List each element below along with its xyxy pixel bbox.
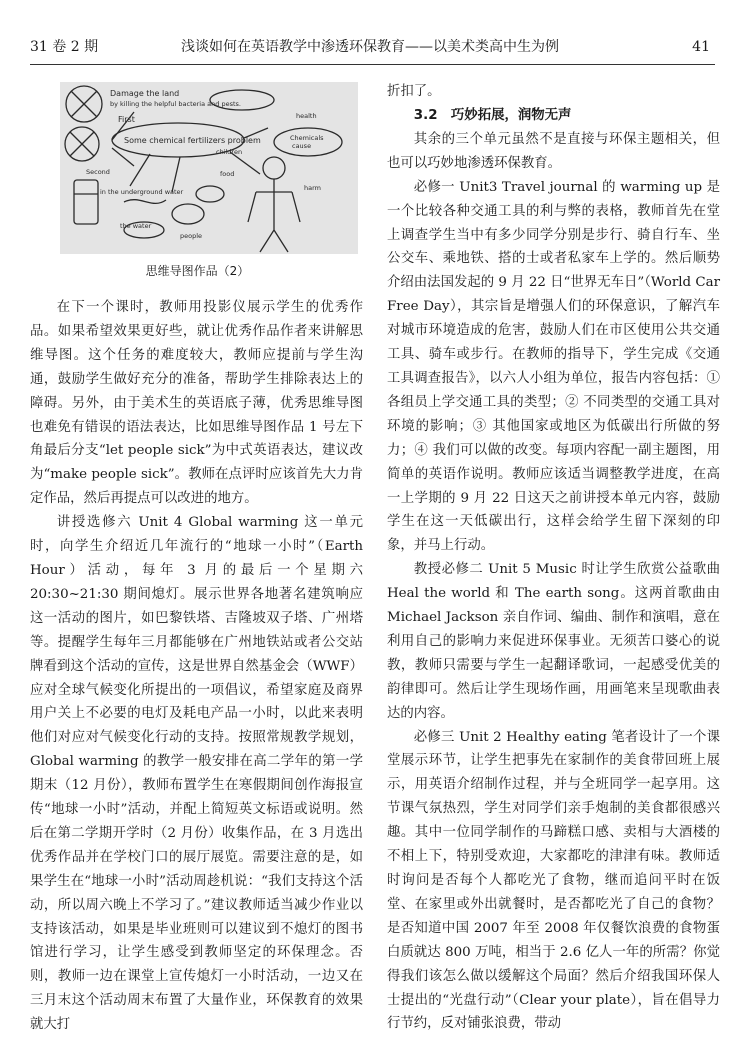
- label-health: health: [296, 112, 317, 120]
- label-second: Second: [86, 168, 110, 176]
- left-column: [30, 296, 363, 1037]
- glass-icon: [74, 180, 98, 224]
- running-header: [30, 36, 710, 58]
- continued-text: 折扣了。: [387, 84, 441, 99]
- journal-volume: 31 卷 2 期: [30, 39, 99, 55]
- right-column: [387, 80, 720, 1036]
- label-damage: Damage the land: [110, 89, 180, 98]
- label-underground: in the underground water: [100, 188, 184, 196]
- label-food: food: [220, 170, 235, 178]
- body-paragraph: 必修一 Unit3 Travel journal 的 warming up 是一个比较各种交通工具的利与弊的表格，教师首先在堂上调查学生当中有多少同学分别是步行、骑自行车、坐公交车、乘地铁、搭的士或者私家车上学的。然后顺势介绍由法国发起的 9 月 22 日“世界无车日”（World Car Free Day），其宗旨是增强人们的环保意识，了解汽车对城市环境造成的危害，鼓励人们在市区使用公共交通工具、骑车或步行。在教师的指导下，学生完成《交通工具调查报告》，以六人小组为单位，报告内容包括：① 各组员上学交通工具的类型；② 不同类型的交通工具对环境的影响；③ 其他国家或地区为低碳出行所做的努力；④ 我们可以做的改变。每项内容配一副主题图，用简单的英语作说明。教师应该适当调整教学进度，在高一上学期的 9 月 22 日这天之前讲授本单元内容，鼓励学生在这一天低碳出行，这样会给学生留下深刻的印象，并马上行动。: [387, 179, 720, 554]
- page-number: 41: [692, 39, 710, 55]
- label-chemicals: Chemicals: [290, 134, 324, 142]
- human-figure-icon: [263, 157, 285, 179]
- body-paragraph: 教授必修二 Unit 5 Music 时让学生欣赏公益歌曲 Heal the world 和 The earth song。这两首歌曲由 Michael Jackson 亲自作词、编曲、制作和演唱，意在利用自己的影响力来促进环保事业。无须苦口婆心的说教，教师只需要与学生一起翻译歌词，一起感受优美的韵律即可。然后让学生现场作画，用画笔来呈现歌曲表达的内容。: [387, 562, 720, 721]
- body-paragraph: 在下一个课时，教师用投影仪展示学生的优秀作品。如果希望效果更好些，就让优秀作品作者来讲解思维导图。这个任务的难度较大，教师应提前与学生沟通，鼓励学生做好充分的准备，帮助学生排除表达上的障碍。另外，由于美术生的英语底子薄，优秀思维导图也难免有错误的语法表达，比如思维导图作品 1 号左下角最后分支“let people sick”为中式英语表达，建议改为“make people sick”。教师在点评时应该首先大力肯定作品，然后再提点可以改进的地方。: [30, 300, 363, 507]
- section-heading: 3.2 巧妙拓展，润物无声: [413, 107, 572, 123]
- body-paragraph: 讲授选修六 Unit 4 Global warming 这一单元时，向学生介绍近几年流行的“地球一小时”（Earth Hour）活动，每年 3 月的最后一个星期六 20:30~21:30 期间熄灯。展示世界各地著名建筑响应这一活动的图片，如巴黎铁塔、吉隆坡双子塔、广州塔等。提醒学生每年三月都能够在广州地铁站或者公交站牌看到这个活动的宣传，这是世界自然基金会（WWF）应对全球气候变化所提出的一项倡议，希望家庭及商界用户关上不必要的电灯及耗电产品一小时，以此来表明他们对应对气候变化行动的支持。按照常规教学规划，Global warming 的教学一般安排在高二学年的第一学期末（12 月份），教师布置学生在寒假期间创作海报宣传“地球一小时”活动，并配上简短英文标语或说明。然后在第二学期开学时（2 月份）收集作品，在 3 月选出优秀作品并在学校门口的展厅展览。需要注意的是，如果学生在“地球一小时”活动周趁机说：“我们支持这个活动，所以周六晚上不学习了。”建议教师适当减少作业以支持该活动，如果是毕业班则可以建议到不熄灯的图书馆进行学习，让学生感受到教师坚定的环保理念。否则，教师一边在课堂上宣传熄灯一小时活动，一边又在三月末这个活动周末布置了大量作业，环保教育的效果就大打: [30, 515, 363, 1033]
- label-cause: cause: [292, 142, 312, 150]
- header-rule: [30, 64, 715, 65]
- label-dirty: the water: [120, 222, 152, 230]
- label-first: First: [118, 115, 135, 124]
- body-paragraph: 其余的三个单元虽然不是直接与环保主题相关，但也可以巧妙地渗透环保教育。: [387, 131, 720, 171]
- label-damage-sub: by killing the helpful bacteria and pests.: [110, 100, 241, 108]
- label-center: Some chemical fertilizers problem: [124, 136, 261, 145]
- body-paragraph: 必修三 Unit 2 Healthy eating 笔者设计了一个课堂展示环节，让学生把事先在家制作的美食带回班上展示，用英语介绍制作过程，并与全班同学一起享用。这节课气氛热烈，学生对同学们亲手炮制的美食都很感兴趣。其中一位同学制作的马蹄糕口感、卖相与大酒楼的不相上下，特别受欢迎，大家都吃的津津有味。教师适时询问是否每个人都吃光了食物，继而追问平时在饭堂、在家里或外出就餐时，是否都吃光了自己的食物？是否知道中国 2007 年至 2008 年仅餐饮浪费的食物蛋白质就达 800 万吨，相当于 2.6 亿人一年的所需？你觉得我们该怎么做以缓解这个局面？然后介绍我国环保人士提出的“光盘行动”（Clear your plate），旨在倡导力行节约，反对铺张浪费，带动: [387, 729, 720, 1032]
- mind-map-figure: [60, 82, 358, 254]
- label-people: people: [180, 232, 203, 240]
- figure-caption: 思维导图作品（2）: [145, 264, 250, 278]
- label-harm: harm: [304, 184, 321, 192]
- label-children: children: [216, 148, 243, 156]
- mind-map-drawing: [60, 82, 358, 254]
- running-title: 浅谈如何在英语教学中渗透环保教育——以美术类高中生为例: [181, 39, 559, 55]
